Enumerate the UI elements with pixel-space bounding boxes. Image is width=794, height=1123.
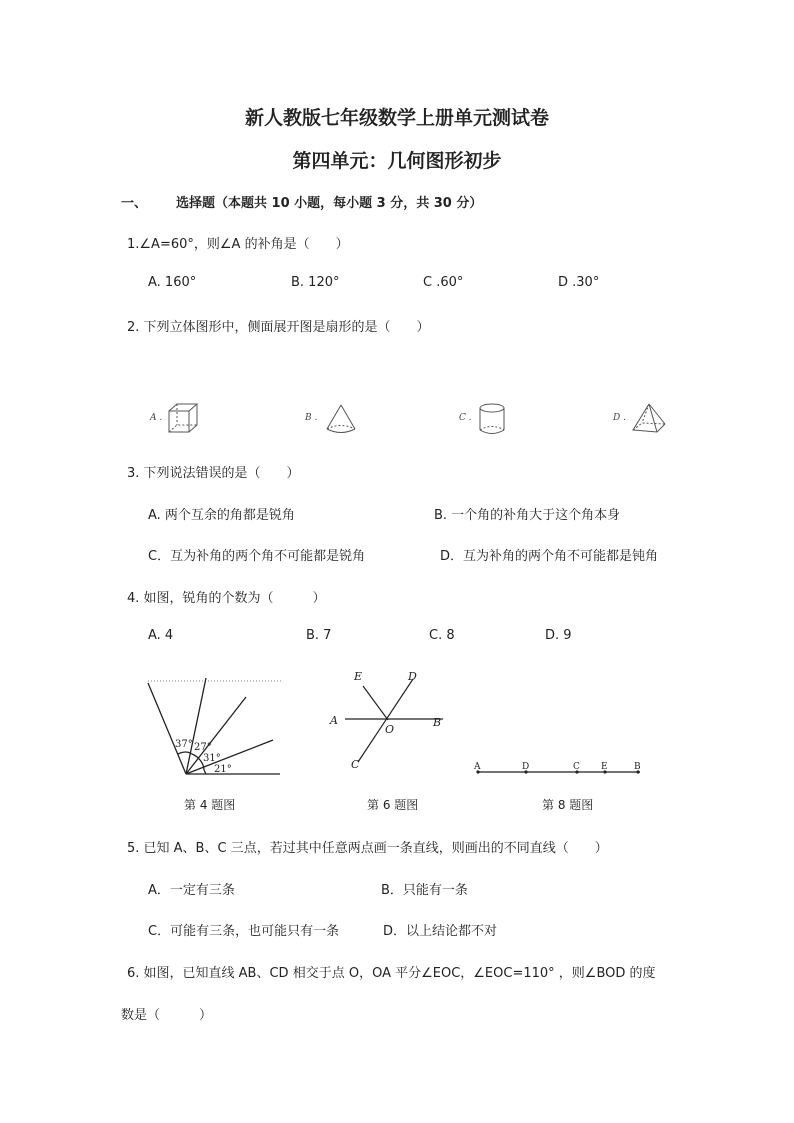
angle-label-21: 21° — [214, 764, 232, 775]
segment-point-b: B — [634, 762, 641, 772]
cube-figure — [167, 402, 199, 436]
q1-option-a: A. 160° — [148, 275, 197, 290]
point-label-o: O — [385, 723, 395, 736]
q1-option-b: B. 120° — [291, 275, 340, 290]
q3-option-d: D．互为补角的两个角不可能都是钝角 — [440, 549, 659, 564]
point-label-b: B — [433, 716, 442, 729]
cone-figure — [324, 403, 358, 437]
point-label-c: C — [351, 758, 360, 771]
q3-option-a: A. 两个互余的角都是锐角 — [148, 508, 295, 523]
point-label-e: E — [354, 670, 363, 683]
q4-option-d: D. 9 — [545, 628, 572, 643]
pyramid-figure — [630, 402, 668, 436]
q3-stem: 3. 下列说法错误的是（ ） — [127, 466, 300, 481]
q5-option-a: A．一定有三条 — [148, 883, 235, 898]
fig8-caption: 第 8 题图 — [542, 798, 594, 812]
q6-stem-continued: 数是（ ） — [121, 1008, 213, 1023]
cylinder-figure — [476, 401, 508, 438]
q5-option-d: D．以上结论都不对 — [383, 924, 498, 939]
q8-segment-figure — [470, 758, 648, 778]
section-number: 一、 — [121, 196, 148, 211]
q1-option-d: D .30° — [558, 275, 600, 290]
angle-label-27: 27° — [194, 742, 212, 753]
point-label-d: D — [408, 670, 417, 683]
q2-option-b-label: B . — [305, 413, 318, 423]
q2-option-c-label: C . — [459, 413, 472, 423]
q5-option-c: C．可能有三条，也可能只有一条 — [148, 924, 340, 939]
segment-point-d: D — [522, 762, 530, 772]
q4-angle-figure — [140, 670, 285, 780]
q6-stem: 6. 如图，已知直线 AB、CD 相交于点 O，OA 平分∠EOC，∠EOC=110° ，则∠BOD 的度 — [127, 966, 656, 981]
segment-point-a: A — [474, 762, 481, 772]
page-title: 新人教版七年级数学上册单元测试卷 — [244, 107, 549, 129]
q3-option-c: C．互为补角的两个角不可能都是锐角 — [148, 549, 366, 564]
section-title: 选择题（本题共 10 小题，每小题 3 分，共 30 分） — [176, 196, 483, 211]
angle-label-31: 31° — [203, 753, 221, 764]
q5-stem: 5. 已知 A、B、C 三点，若过其中任意两点画一条直线，则画出的不同直线（ ） — [127, 841, 608, 856]
q2-option-d-label: D . — [613, 413, 626, 423]
segment-point-e: E — [601, 762, 608, 772]
q3-option-b: B. 一个角的补角大于这个角本身 — [434, 508, 621, 523]
q1-option-c: C .60° — [423, 275, 464, 290]
point-label-a: A — [330, 714, 338, 727]
fig4-caption: 第 4 题图 — [184, 798, 236, 812]
q2-stem: 2. 下列立体图形中，侧面展开图是扇形的是（ ） — [127, 320, 430, 335]
q1-stem: 1.∠A=60°，则∠A 的补角是（ ） — [127, 237, 349, 252]
q6-lines-figure — [325, 664, 450, 776]
q4-stem: 4. 如图，锐角的个数为（ ） — [127, 591, 326, 606]
fig6-caption: 第 6 题图 — [367, 798, 419, 812]
q5-option-b: B．只能有一条 — [381, 883, 468, 898]
page-subtitle: 第四单元：几何图形初步 — [292, 150, 502, 172]
segment-point-c: C — [573, 762, 580, 772]
q4-option-c: C. 8 — [429, 628, 455, 643]
q2-option-a-label: A . — [150, 413, 163, 423]
angle-label-37: 37° — [175, 739, 193, 750]
q4-option-a: A. 4 — [148, 628, 174, 643]
q4-option-b: B. 7 — [306, 628, 332, 643]
